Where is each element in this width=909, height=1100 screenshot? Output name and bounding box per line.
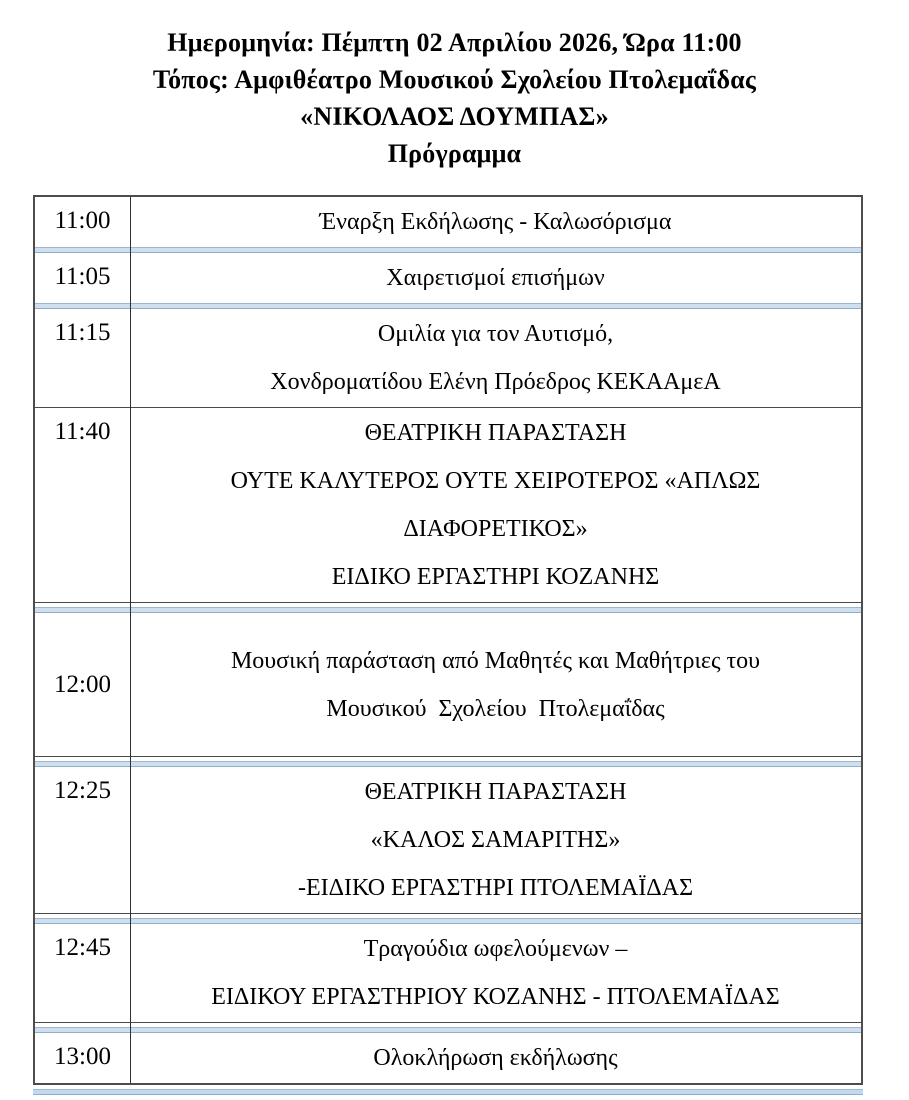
document-header [0,0,909,172]
schedule-description [130,1033,861,1083]
schedule-time: 12:25 [54,777,111,804]
schedule-row [35,253,861,303]
header-location-line: Τόπος: Αμφιθέατρο Μουσικού Σχολείου Πτολεμαΐδας [152,65,757,94]
schedule-row [35,1033,861,1083]
schedule-row [35,924,861,1022]
header-program-title: Πρόγραμμα [387,139,522,168]
schedule-line: ΕΙΔΙΚΟ ΕΡΓΑΣΤΗΡΙ ΚΟΖΑΝΗΣ [331,564,660,590]
schedule-line: ΕΙΔΙΚΟΥ ΕΡΓΑΣΤΗΡΙΟΥ ΚΟΖΑΝΗΣ - ΠΤΟΛΕΜΑΪΔΑΣ [211,984,780,1010]
header-venue-name: «ΝΙΚΟΛΑΟΣ ΔΟΥΜΠΑΣ» [300,102,609,131]
column-divider [130,197,131,1083]
schedule-line: Μουσικού Σχολείου Πτολεμαΐδας [326,696,665,722]
schedule-row [35,767,861,913]
schedule-description [130,253,861,303]
schedule-time: 12:45 [54,934,111,961]
schedule-line: Χαιρετισμοί επισήμων [386,265,605,291]
schedule-line: Χονδροματίδου Ελένη Πρόεδρος ΚΕΚΑΑμεΑ [270,369,721,395]
program-table-wrap [33,195,863,1095]
schedule-row [35,613,861,756]
schedule-time: 12:00 [54,670,111,698]
schedule-row [35,408,861,602]
schedule-row [35,309,861,407]
schedule-line: -ΕΙΔΙΚΟ ΕΡΓΑΣΤΗΡΙ ΠΤΟΛΕΜΑΪΔΑΣ [297,875,694,901]
schedule-description [130,767,861,913]
schedule-time: 11:00 [54,207,111,234]
schedule-description [130,613,861,756]
table-bottom-band [33,1089,863,1095]
schedule-description [130,197,861,247]
schedule-line: ΘΕΑΤΡΙΚΗ ΠΑΡΑΣΤΑΣΗ [364,779,627,805]
schedule-line: Μουσική παράσταση από Μαθητές και Μαθήτριες του [230,648,761,674]
schedule-description [130,924,861,1022]
schedule-line: Ομιλία για τον Αυτισμό, [377,321,614,347]
header-date-line: Ημερομηνία: Πέμπτη 02 Απριλίου 2026, Ώρα 11:00 [167,28,742,57]
schedule-row [35,197,861,247]
schedule-line: ΟΥΤΕ ΚΑΛΥΤΕΡΟΣ ΟΥΤΕ ΧΕΙΡΟΤΕΡΟΣ «ΑΠΛΩΣ [230,468,761,494]
schedule-line: ΔΙΑΦΟΡΕΤΙΚΟΣ» [403,516,588,542]
program-table [33,195,863,1085]
schedule-time: 11:05 [54,263,111,290]
schedule-description [130,408,861,602]
schedule-line: Τραγούδια ωφελούμενων – [363,936,628,962]
schedule-line: «ΚΑΛΟΣ ΣΑΜΑΡΙΤΗΣ» [370,827,621,853]
schedule-description [130,309,861,407]
schedule-time: 13:00 [54,1043,111,1070]
schedule-time: 11:15 [54,319,111,346]
schedule-line: Έναρξη Εκδήλωσης - Καλωσόρισμα [319,209,672,235]
schedule-time: 11:40 [54,418,111,445]
schedule-line: ΘΕΑΤΡΙΚΗ ΠΑΡΑΣΤΑΣΗ [364,420,627,446]
schedule-line: Ολοκλήρωση εκδήλωσης [373,1045,618,1071]
